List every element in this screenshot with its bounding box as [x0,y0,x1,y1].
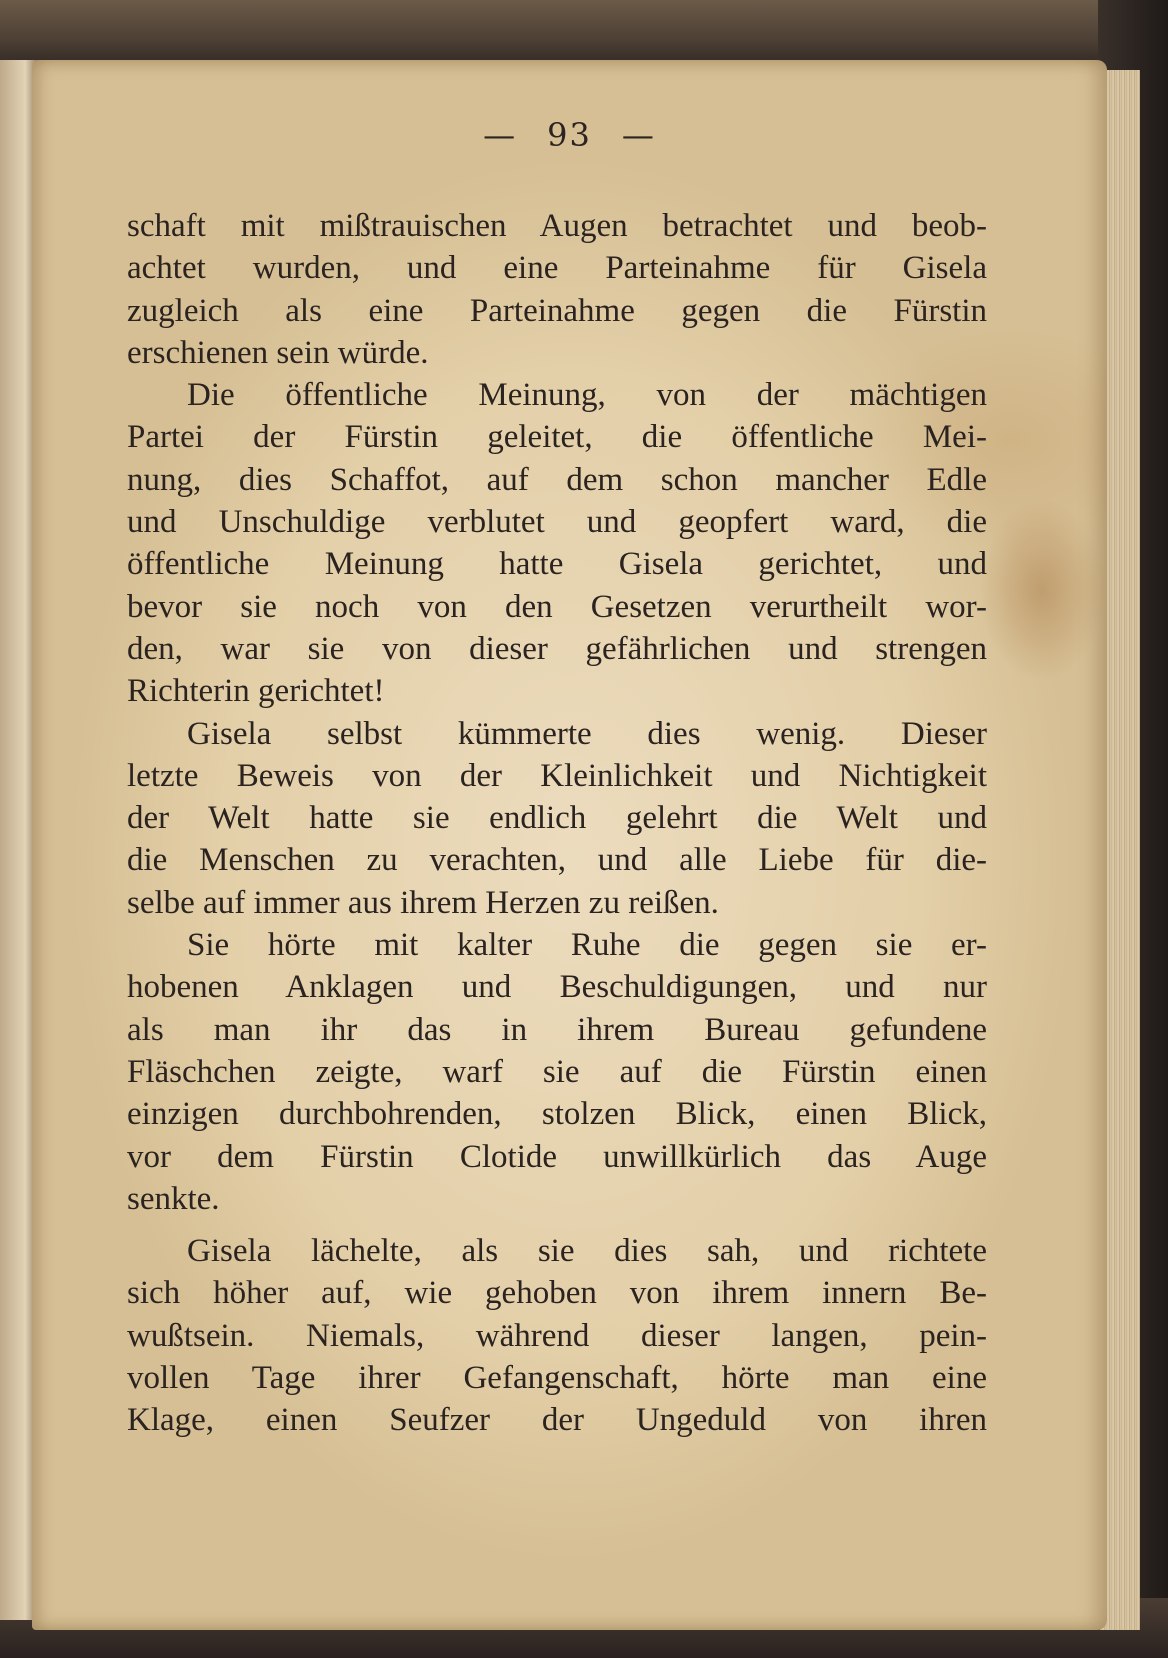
text-line: zugleich als eine Parteinahme gegen die Fürstin [127,292,987,329]
text-line: bevor sie noch von den Gesetzen verurtheilt wor- [127,588,987,625]
text-line: Gisela selbst kümmerte dies wenig. Dieser [187,715,987,752]
text-line: der Welt hatte sie endlich gelehrt die Welt und [127,800,987,837]
text-line: die Menschen zu verachten, und alle Liebe für die- [127,842,987,879]
text-line: Klage, einen Seufzer der Ungeduld von ihren [127,1402,987,1439]
text-line: senkte. [127,1180,220,1217]
text-line: Fläschchen zeigte, warf sie auf die Fürstin einen [127,1053,987,1090]
text-line: Partei der Fürstin geleitet, die öffentliche Mei- [127,419,987,456]
text-line: achtet wurden, und eine Parteinahme für Gisela [127,250,987,287]
text-line: Die öffentliche Meinung, von der mächtigen [187,377,987,414]
text-line: wußtsein. Niemals, während dieser langen, pein- [127,1317,987,1354]
text-line: selbe auf immer aus ihrem Herzen zu reißen. [127,884,719,921]
text-line: öffentliche Meinung hatte Gisela gerichtet, und [127,546,987,583]
text-line: letzte Beweis von der Kleinlichkeit und Nichtigkeit [127,757,987,794]
text-line: Richterin gerichtet! [127,673,385,710]
text-line: hobenen Anklagen und Beschuldigungen, und nur [127,969,987,1006]
paragraph-gap [127,1220,987,1230]
text-line: sich höher auf, wie gehoben von ihrem innern Be- [127,1275,987,1312]
body-text [127,205,987,1442]
page-number-header [32,116,1107,154]
text-line: und Unschuldige verblutet und geopfert ward, die [127,504,987,541]
page-number: 93 [547,116,592,154]
text-line: als man ihr das in ihrem Bureau gefundene [127,1011,987,1048]
page-sheet [32,60,1107,1630]
text-line: vollen Tage ihrer Gefangenschaft, hörte man eine [127,1360,987,1397]
text-line: schaft mit mißtrauischen Augen betrachtet und beob- [127,208,987,244]
text-line: nung, dies Schaffot, auf dem schon mancher Edle [127,461,987,498]
header-dash-left: — [483,116,518,154]
text-line: den, war sie von dieser gefährlichen und strengen [127,630,987,667]
text-line: einzigen durchbohrenden, stolzen Blick, einen Blick, [127,1096,987,1133]
header-dash-right: — [621,116,656,154]
text-line: erschienen sein würde. [127,334,429,371]
text-line: vor dem Fürstin Clotide unwillkürlich das Auge [127,1138,987,1175]
left-page-edge [0,60,36,1620]
text-line: Gisela lächelte, als sie dies sah, und richtete [187,1233,987,1270]
text-line: Sie hörte mit kalter Ruhe die gegen sie er- [187,927,987,964]
